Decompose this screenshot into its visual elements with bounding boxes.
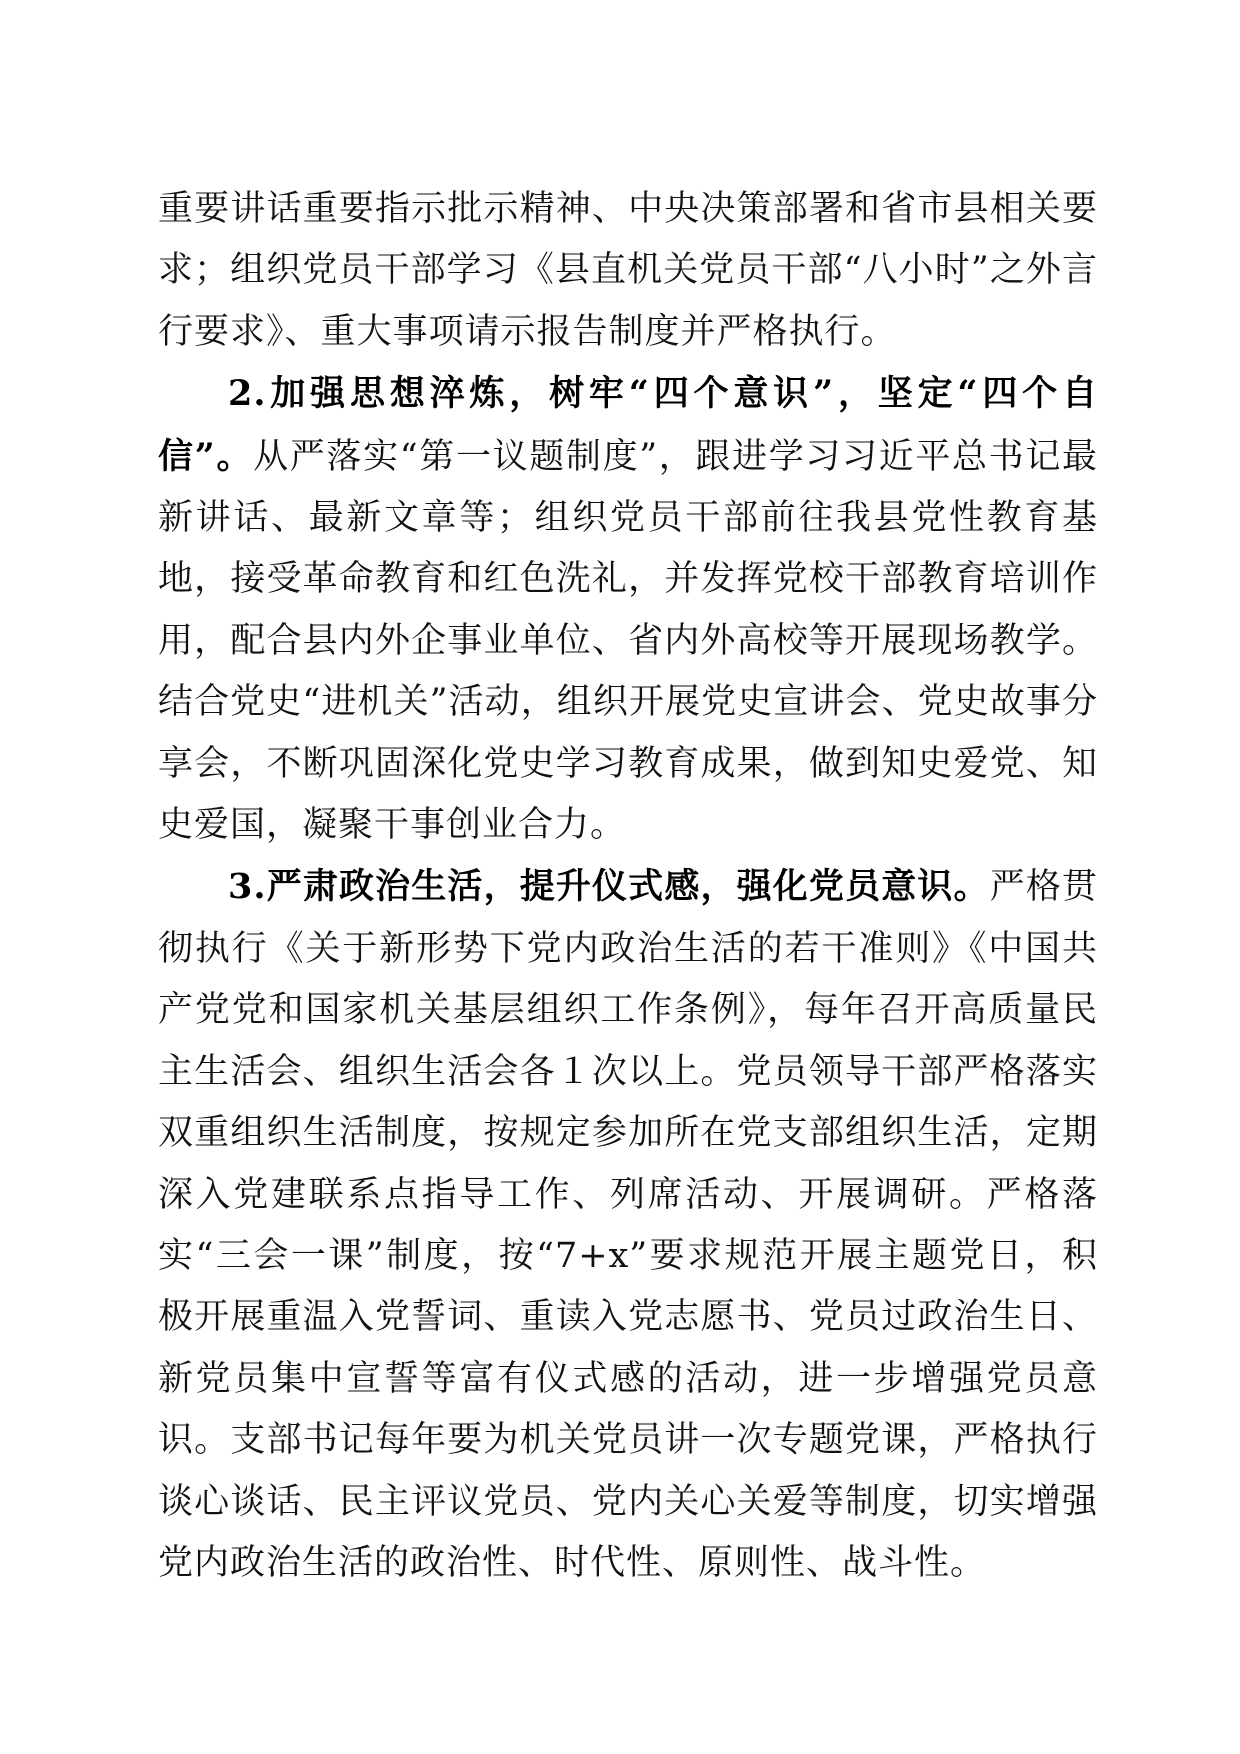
- paragraph-body-text: 重要讲话重要指示批示精神、中央决策部署和省市县相关要求；组织党员干部学习《县直机关党员干部“八小时”之外言行要求》、重大事项请示报告制度并严格执行。: [158, 189, 1098, 352]
- paragraph-section-3: [158, 856, 1098, 1594]
- document-body: [158, 179, 1098, 1594]
- section-heading-3: 3.严肃政治生活，提升仪式感，强化党员意识。: [228, 866, 990, 908]
- paragraph-section-2: [158, 363, 1098, 856]
- section-heading-2: 2.加强思想淬炼，树牢“四个意识”，坚定“四个自信”。: [158, 373, 1098, 477]
- paragraph-body-text: 从严落实“第一议题制度”，跟进学习习近平总书记最新讲话、最新文章等；组织党员干部前往我县党性教育基地，接受革命教育和红色洗礼，并发挥党校干部教育培训作用，配合县内外企事业单位、省内外高校等开展现场教学。结合党史“进机关”活动，组织开展党史宣讲会、党史故事分享会，不断巩固深化党史学习教育成果，做到知史爱党、知史爱国，凝聚干事创业合力。: [158, 436, 1098, 846]
- paragraph-continued: [158, 179, 1098, 363]
- paragraph-body-text: 严格贯彻执行《关于新形势下党内政治生活的若干准则》《中国共产党党和国家机关基层组织工作条例》，每年召开高质量民主生活会、组织生活会各１次以上。党员领导干部严格落实双重组织生活制度，按规定参加所在党支部组织生活，定期深入党建联系点指导工作、列席活动、开展调研。严格落实“三会一课”制度，按“7+x”要求规范开展主题党日，积极开展重温入党誓词、重读入党志愿书、党员过政治生日、新党员集中宣誓等富有仪式感的活动，进一步增强党员意识。支部书记每年要为机关党员讲一次专题党课，严格执行谈心谈话、民主评议党员、党内关心关爱等制度，切实增强党内政治生活的政治性、时代性、原则性、战斗性。: [158, 867, 1098, 1583]
